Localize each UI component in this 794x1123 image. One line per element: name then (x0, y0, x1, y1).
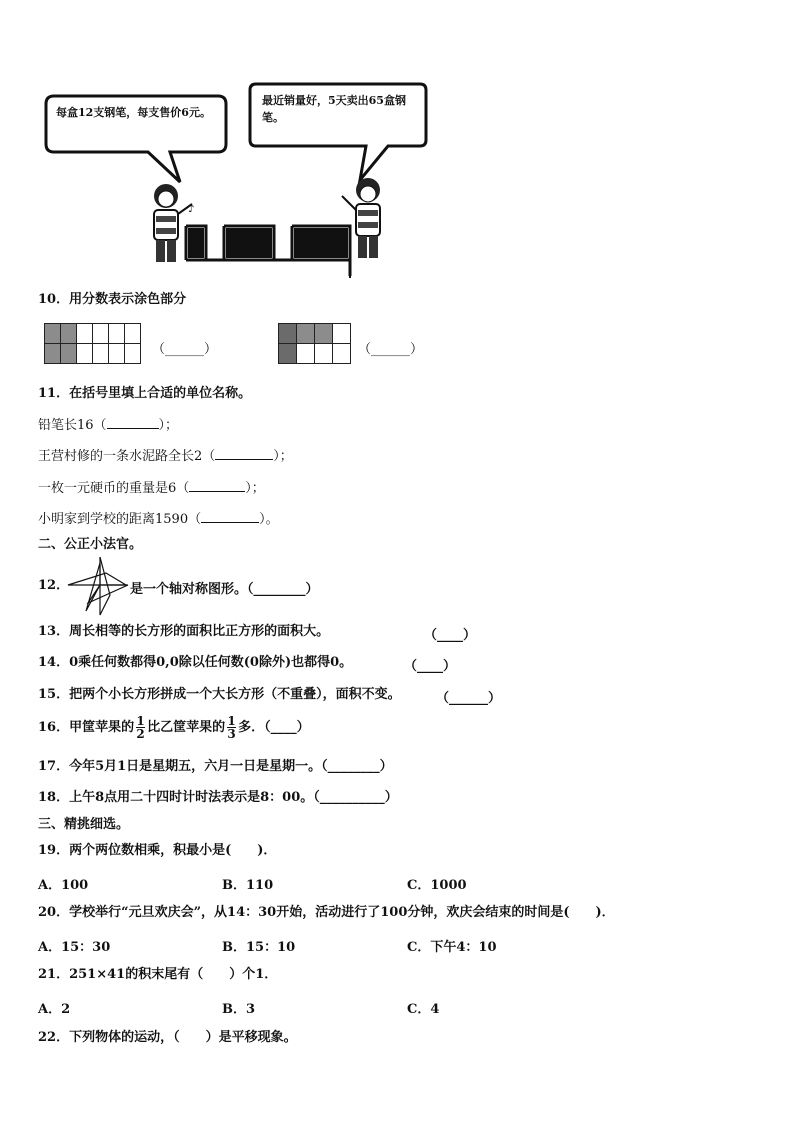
q19-option-a[interactable]: A．100 (38, 878, 89, 893)
q12-number: 12． (38, 578, 70, 593)
q15-answer[interactable]: （______） (436, 691, 502, 706)
q13-text: 13．周长相等的长方形的面积比正方形的面积大。 (38, 624, 330, 639)
section-3-heading: 三、精挑细选。 (38, 817, 130, 832)
q21-option-b[interactable]: B．3 (222, 1002, 256, 1017)
q14-text: 14．0乘任何数都得0,0除以任何数(0除外)也都得0。 (38, 655, 353, 670)
q19-option-c[interactable]: C．1000 (407, 878, 467, 893)
q20-text: 20．学校举行“元旦欢庆会”，从14：30开始，活动进行了100分钟，欢庆会结束的时间是( )． (38, 905, 615, 920)
q20-option-b[interactable]: B．15：10 (222, 940, 296, 955)
q21-text: 21．251×41的积末尾有（ ）个1． (38, 967, 278, 982)
q11-blank-4[interactable] (201, 510, 259, 523)
q21-option-c[interactable]: C．4 (407, 1002, 440, 1017)
pinwheel-figure (66, 555, 130, 617)
fraction-grid-1 (44, 323, 141, 364)
q11-item-1: 铅笔长16（ ）； (38, 418, 179, 433)
q11-blank-1[interactable] (107, 416, 159, 429)
q20-option-c[interactable]: C．下午4：10 (407, 940, 497, 955)
q20-option-a[interactable]: A．15：30 (38, 940, 111, 955)
fraction-half: $\frac{1}{2}$ (136, 714, 145, 741)
q10-text: 10．用分数表示涂色部分 (38, 292, 187, 307)
q11-item-3: 一枚一元硬币的重量是6（ ）； (38, 481, 265, 496)
q17-text: 17．今年5月1日是星期五，六月一日是星期一。（________） (38, 759, 393, 774)
fraction-grid-2 (278, 323, 351, 364)
q11-title: 11．在括号里填上合适的单位名称。 (38, 386, 252, 401)
q19-option-b[interactable]: B．110 (222, 878, 274, 893)
q16-text: 16．甲筐苹果的 $\frac{1}{2}$ 比乙筐苹果的 $\frac{1}{3}$ 多．（____） (38, 714, 310, 741)
q11-item-2: 王营村修的一条水泥路全长2（ ）； (38, 449, 293, 464)
svg-text:♪: ♪ (188, 204, 195, 215)
q10-blank-2[interactable]: （______） (358, 342, 424, 357)
q11-blank-3[interactable] (189, 479, 245, 492)
q11-item-4: 小明家到学校的距离1590（ ）。 (38, 512, 279, 527)
q22-text: 22．下列物体的运动，（ ）是平移现象。 (38, 1030, 297, 1045)
right-bubble-text: 最近销量好，5天卖出65盒钢笔。 (262, 94, 406, 124)
q10-blank-1[interactable]: （______） (152, 342, 218, 357)
q15-text: 15．把两个小长方形拼成一个大长方形（不重叠），面积不变。 (38, 687, 401, 702)
fraction-third: $\frac{1}{3}$ (227, 714, 236, 741)
section-2-heading: 二、公正小法官。 (38, 537, 143, 552)
left-bubble-text: 每盒12支钢笔，每支售价6元。 (56, 106, 211, 119)
q11-blank-2[interactable] (215, 447, 273, 460)
q19-text: 19．两个两位数相乘，积最小是( )． (38, 843, 277, 858)
q13-answer[interactable]: （____） (424, 628, 477, 643)
q12-text: 是一个轴对称图形。（________） (130, 582, 319, 597)
q14-answer[interactable]: （____） (404, 659, 457, 674)
q18-text: 18．上午8点用二十四时计时法表示是8：00。（__________） (38, 790, 398, 805)
q21-option-a[interactable]: A．2 (38, 1002, 71, 1017)
